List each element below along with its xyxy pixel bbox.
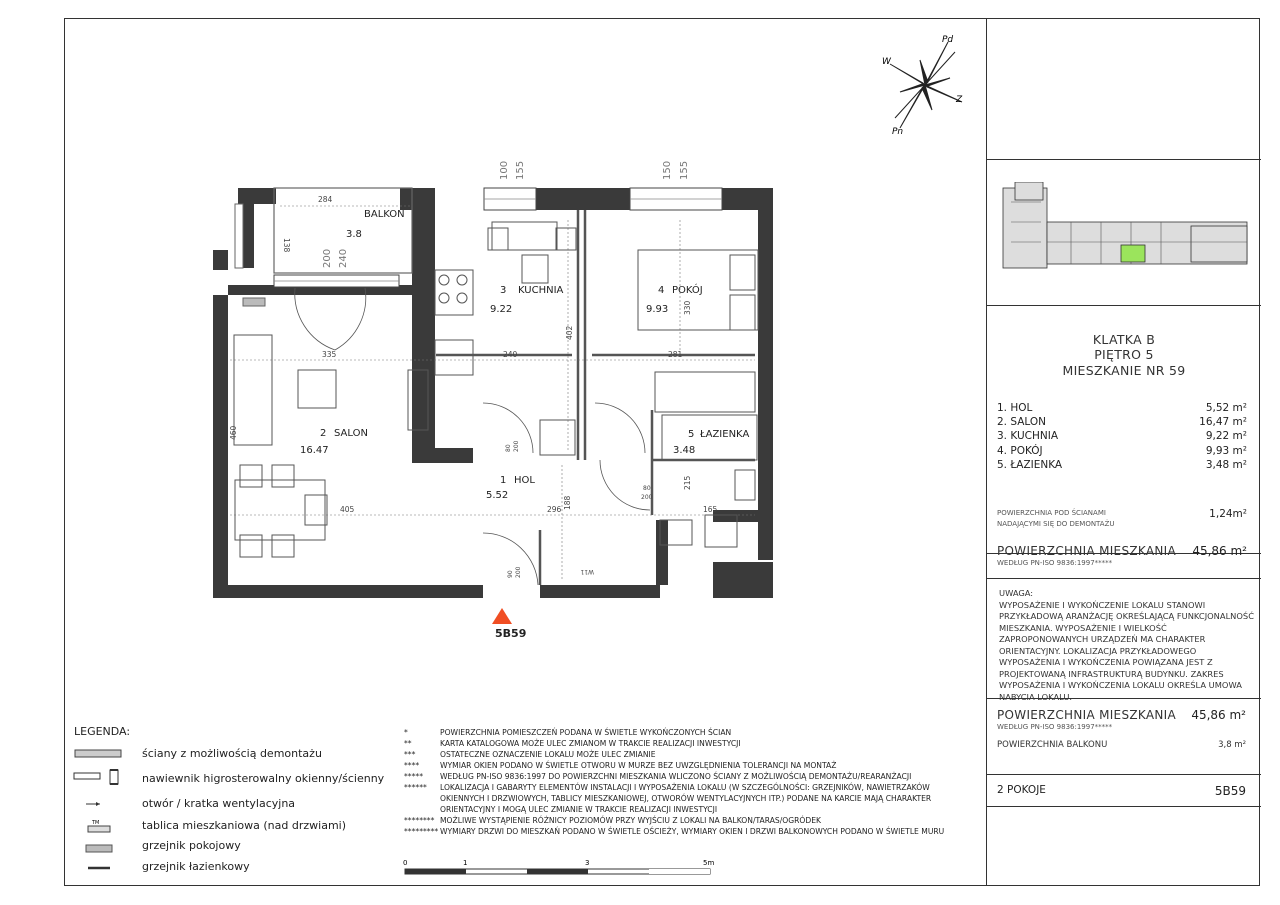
list-area-1: 5,52 m²: [1205, 402, 1247, 414]
scale-5: 5m: [703, 859, 715, 867]
dim-hol-width: 405: [340, 505, 355, 514]
room-4-area: 9.93: [646, 304, 669, 315]
list-label-1: 1. HOL: [997, 402, 1033, 414]
balcony-label: BALKON: [364, 209, 405, 220]
pietro: PIĘTRO 5: [1094, 347, 1154, 362]
unit-code-label: 5B59: [495, 627, 527, 640]
dim-door-b: 200: [513, 440, 520, 452]
dim-hol-door: 80: [643, 485, 651, 492]
room-4-name: POKÓJ: [672, 285, 703, 296]
pow2-sub: WEDŁUG PN-ISO 9836:1997*****: [997, 723, 1113, 731]
legend-item-5: grzejnik pokojowy: [142, 839, 241, 852]
entry-marker: [492, 608, 512, 624]
room-1-area: 5.52: [486, 490, 509, 501]
divider: [987, 774, 1261, 775]
room-2-area: 16.47: [300, 445, 329, 456]
pow2-label: POWIERZCHNIA MIESZKANIA: [997, 708, 1176, 722]
key-plan-highlight: [1121, 245, 1145, 262]
note-mark: *: [404, 728, 408, 737]
note-text: MOŻLIWE WYSTĄPIENIE RÓŻNICY POZIOMÓW PRZY WYJŚCIU Z LOKALI NA BALKON/TARAS/OGRÓDEK: [440, 816, 822, 825]
divider: [987, 578, 1261, 579]
dim-entry-a: 90: [507, 570, 514, 578]
room-4-num: 4: [658, 285, 665, 296]
note-text: WYMIAR OKIEN PODANO W ŚWIETLE OTWORU W MURZE BEZ UWZGLĘDNIENIA TOLERANCJI NA MONTAŻ: [440, 761, 837, 770]
dim-balc-win-b: 240: [338, 248, 349, 268]
note-mark: ********: [404, 816, 435, 825]
legend-item-6: grzejnik łazienkowy: [142, 860, 250, 873]
legend-item-1: ściany z możliwością demontażu: [142, 747, 322, 760]
compass-rose: [870, 30, 980, 140]
dim-win2-a: 150: [662, 160, 673, 180]
pow-label: POWIERZCHNIA MIESZKANIA: [997, 544, 1176, 558]
dim-wc: W11: [580, 568, 594, 575]
mieszkanie: MIESZKANIE NR 59: [1062, 363, 1186, 378]
scale-bar: [400, 855, 720, 879]
pow-sub: WEDŁUG PN-ISO 9836:1997*****: [997, 559, 1113, 567]
list-label-3: 3. KUCHNIA: [997, 430, 1059, 442]
scale-3: 3: [585, 859, 590, 867]
list-area-3: 9,22 m²: [1205, 430, 1247, 442]
legend-symbols: [70, 742, 130, 877]
dim-win2-b: 155: [679, 160, 690, 180]
room-1-name: HOL: [514, 475, 535, 486]
note-mark: **: [404, 739, 412, 748]
info-panel: [986, 18, 1260, 886]
dim-kitchen-v: 402: [565, 325, 574, 340]
room-1-num: 1: [500, 475, 507, 486]
dim-balcony-depth: 138: [282, 238, 291, 253]
dim-hol-v: 188: [563, 495, 572, 510]
uwaga-title: UWAGA:: [999, 588, 1034, 598]
dim-win1-b: 155: [515, 160, 526, 180]
room-5-name: ŁAZIENKA: [700, 429, 750, 440]
floor-plan: [200, 150, 800, 630]
compass-n: Pd: [942, 35, 954, 45]
divider: [987, 806, 1261, 807]
note-text: POWIERZCHNIA POMIESZCZEŃ PODANA W ŚWIETLE WYKOŃCZONYCH ŚCIAN: [440, 728, 732, 737]
area-section: [987, 544, 1261, 588]
note-mark: ***: [404, 750, 416, 759]
uwaga-text: WYPOSAŻENIE I WYKOŃCZENIE LOKALU STANOWI PRZYKŁADOWĄ ARANŻACJĘ OKREŚLAJĄCĄ FUNKCJONALNOŚĆ MIESZKANIA. WYPOSAŻENIE I WIELKOŚĆ ZAPROPONOWANYCH URZĄDZEŃ MA CHARAKTER ORIENTACYJNY. LOKALIZACJA PRZYKŁADOWEGO WYPOSAŻENIA I WYKOŃCZENIA POWIĄZANA JEST Z PROJEKTOWANĄ INFRASTRUKTURĄ BUDYNKU. ZAKRES WYPOSAŻENIA I WYKOŃCZENIA LOKALU OKREŚLA UMOWA NABYCIA LOKALU.: [999, 599, 1254, 702]
dim-salon-top: 335: [322, 350, 337, 359]
legend-title: LEGENDA:: [74, 725, 131, 738]
key-plan-section: [987, 160, 1261, 306]
list-area-5: 3,48 m²: [1205, 459, 1247, 471]
pow2-area: 45,86 m²: [1191, 708, 1246, 722]
footnotes: [404, 728, 984, 838]
legend-item-4: tablica mieszkaniowa (nad drzwiami): [142, 819, 347, 832]
note-mark: ******: [404, 783, 427, 792]
dim-salon-side: 460: [229, 425, 238, 440]
uwaga-block: [999, 588, 1254, 703]
compass-s: Pn: [892, 127, 904, 137]
dim-balcony-width: 284: [318, 195, 333, 204]
dim-bath-v: 215: [683, 475, 692, 490]
room-2-name: SALON: [334, 428, 368, 439]
dim-balc-win-a: 200: [322, 248, 333, 268]
pow-area: 45,86 m²: [1192, 544, 1247, 558]
room-5-area: 3.48: [673, 445, 696, 456]
klatka: KLATKA B: [1092, 332, 1156, 347]
dim-door-a: 80: [505, 444, 512, 452]
key-plan: [1001, 182, 1251, 272]
dim-bath-w: 165: [703, 505, 718, 514]
dim-kitchen-mid: 240: [503, 350, 518, 359]
legend-item-3: otwór / kratka wentylacyjna: [142, 797, 296, 810]
scale-1: 1: [463, 859, 468, 867]
list-area-2: 16,47 m²: [1199, 416, 1247, 428]
compass-e: Z: [956, 95, 963, 105]
compass-w: W: [882, 57, 891, 67]
divider: [987, 698, 1261, 699]
room-3-num: 3: [500, 285, 507, 296]
pokoje-label: 2 POKOJE: [997, 784, 1046, 796]
panel-code: 5B59: [1214, 784, 1246, 798]
summary-section: [987, 306, 1261, 554]
room-2-num: 2: [320, 428, 327, 439]
note-text: WYMIARY DRZWI DO MIESZKAŃ PODANO W ŚWIETLE OŚCIEŻY, WYMIARY OKIEN I DRZWI BALKONOWYCH PODANO W ŚWIETLE MURU: [440, 827, 945, 836]
scale-0: 0: [403, 859, 408, 867]
pod-scianami-1: POWIERZCHNIA POD ŚCIANAMI: [997, 509, 1106, 517]
note-mark: *********: [404, 827, 439, 836]
balkon-area: 3,8 m²: [1218, 740, 1246, 750]
note-text: LOKALIZACJA I GABARYTY ELEMENTÓW INSTALACJI I WYPOSAŻENIA LOKALU (W SZCZEGÓLNOŚCI: GRZEJNIKÓW, NAWIETRZAKÓW: [440, 783, 930, 792]
panel-top-blank: [987, 18, 1261, 160]
dim-win1-a: 100: [499, 160, 510, 180]
legend-item-2: nawiewnik higrosterowalny okienny/ścienny: [142, 772, 385, 785]
note-text: OKIENNYCH I DRZWIOWYCH, TABLICY MIESZKANIOWEJ, OTWORÓW WENTYLACYJNYCH ITP.) PODANE NA KARCIE MAJĄ CHARAKTER: [440, 794, 932, 803]
pod-scianami-area: 1,24m²: [1209, 508, 1247, 520]
dim-hol-mid: 296: [547, 505, 562, 514]
list-label-4: 4. POKÓJ: [997, 445, 1043, 457]
legend-tm: TM: [92, 820, 100, 826]
balkon-label: POWIERZCHNIA BALKONU: [997, 740, 1108, 750]
room-3-area: 9.22: [490, 304, 513, 315]
dim-pokoj-mid: 281: [668, 350, 683, 359]
pod-scianami-2: NADAJĄCYMI SIĘ DO DEMONTAŻU: [997, 520, 1115, 528]
dim-pokoj-v: 330: [683, 300, 692, 315]
note-text: OSTATECZNE OZNACZENIE LOKALU MOŻE ULEC ZMIANIE: [440, 750, 656, 759]
list-label-5: 5. ŁAZIENKA: [997, 459, 1063, 471]
list-label-2: 2. SALON: [997, 416, 1046, 428]
balcony-area: 3.8: [346, 229, 362, 240]
list-area-4: 9,93 m²: [1205, 445, 1247, 457]
room-5-num: 5: [688, 429, 695, 440]
note-text: KARTA KATALOGOWA MOŻE ULEC ZMIANOM W TRAKCIE REALIZACJI INWESTYCJI: [440, 739, 741, 748]
note-text: WEDŁUG PN-ISO 9836:1997 DO POWIERZCHNI MIESZKANIA WLICZONO ŚCIANY Z MOŻLIWOŚCIĄ DEMONTAŻU/REARANŻACJI: [440, 772, 912, 781]
note-mark: ****: [404, 761, 420, 770]
dim-entry-b: 200: [515, 566, 522, 578]
note-text: ORIENTACYJNY I MOGĄ ULEC ZMIANIE W TRAKCIE REALIZACJI INWESTYCJI: [440, 805, 718, 814]
dim-hol-door-h: 200: [641, 494, 653, 501]
note-mark: *****: [404, 772, 423, 781]
room-3-name: KUCHNIA: [518, 285, 564, 296]
